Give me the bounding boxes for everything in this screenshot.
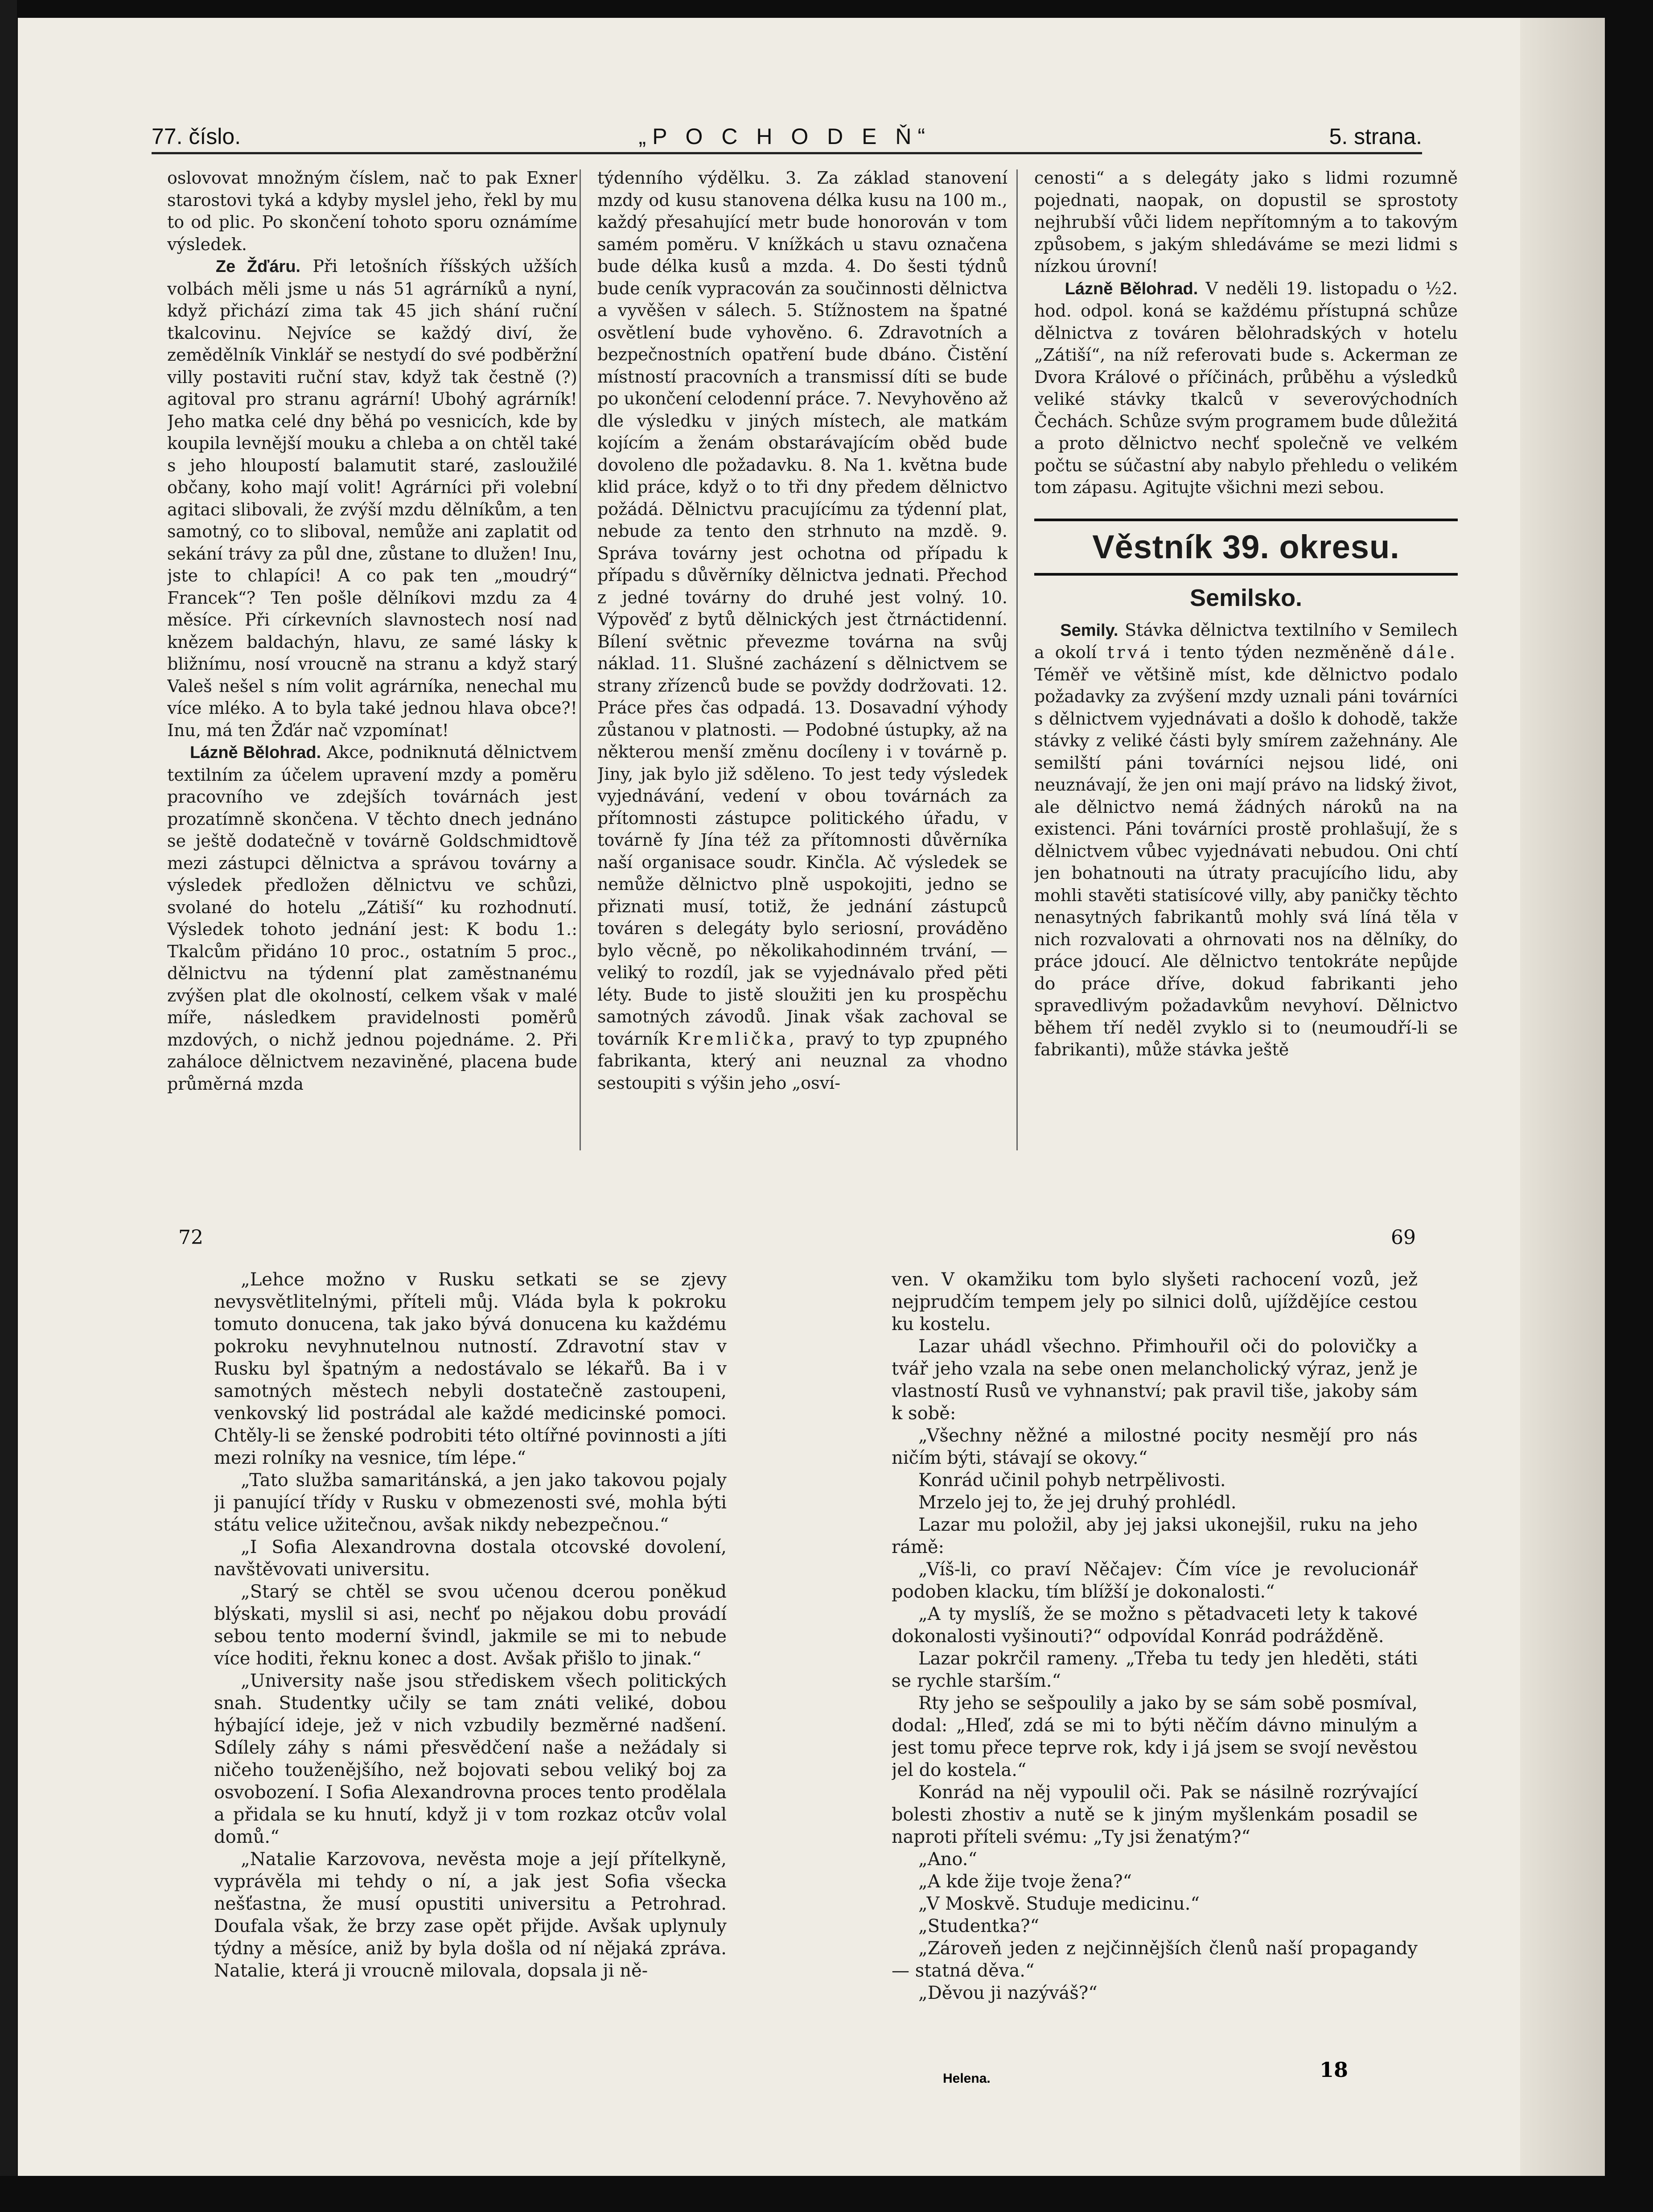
- article-paragraph: cenosti“ a s delegáty jako s lidmi rozumně pojednati, naopak, on dopustil se sprostoty nejhrubší vůči lidem nepřítomným a to takovým způsobem, s jakým shledáváme se mezi lidmi s nízkou úrovní!: [1034, 168, 1458, 276]
- column-divider: [580, 169, 581, 1150]
- article-paragraph: Ze Žďáru. Při letošních říšských užších volbách měli jsme u nás 51 agrárníků a nyní, když přichází zima tak 45 jich shání ruční tkalcovinu. Nejvíce se každý diví, že zemědělník Vinklář se nestydí do své podběržní villy postaviti ruční stav, když tak čestně (?) agitoval pro stranu agrární! Ubohý agrárník! Jeho matka celé dny běhá po vesnicích, kde by koupila levnější mouku a chleba a on chtěl také s jeho hloupostí balamutit staré, zasloužilé občany, koho mají volit! Agrárníci při volební agitaci slibovali, že zvýší mzdu dělníkům, a ten samotný, co to sliboval, nemůže ani zaplatit od sekání trávy za půl dne, zůstane to dlužen! Inu, jste to chlapíci! A co pak ten „moudrý“ Francek“? Ten pošle dělníkovi mzdu za 4 měsíce. Při církevních slavnostech nosí nad knězem baldachýn, hlavu, ze samé lásky k bližnímu, nosí vroucně na stranu a když starý Valeš nešel s ním volit agrárníka, nenechal mu více mléko. A to byla také jednou hlava obce?! Inu, má ten Žďár nač vzpomínat!: [167, 256, 577, 740]
- novel-paragraph: Lazar uhádl všechno. Přimhouřil oči do polovičky a tvář jeho vzala na sebe onen melancholický výraz, jenž je vlastností Rusů ve vyhnanství; pak pravil tiše, jakoby sám k sobě:: [892, 1336, 1418, 1424]
- article-lead: Lázně Bělohrad.: [190, 743, 321, 762]
- article-lead: Ze Žďáru.: [215, 257, 301, 276]
- novel-paragraph: Lazar pokrčil rameny. „Třeba tu tedy jen hleděti, státi se rychle starším.“: [892, 1648, 1418, 1691]
- novel-paragraph: „A ty myslíš, že se možno s pětadvaceti lety k takové dokonalosti vyšinouti?“ odpovídal Konrád podrážděně.: [892, 1604, 1418, 1647]
- spaced-name: Kremlička,: [677, 1029, 797, 1049]
- newspaper-page: [18, 18, 1605, 2176]
- page-header: [152, 109, 1422, 154]
- article-paragraph: Semily. Stávka dělnictva textilního v Semilech a okolí trvá i tento týden nezměněně dále. Téměř ve většině míst, kde dělnictvo podalo požadavky za zvýšení mzdy uznali páni továrníci s dělnictvem vyjednávati a došlo k dohodě, takže stávky z veliké části byly smírem zažehnány. Ale semilští páni továrníci nejsou lidé, oni neuznávají, že jen oni mají právo na lidský život, ale dělnictvo nemá žádných nároků na na existenci. Páni továrníci prostě prohlašují, že s dělnictvem vůbec vyjednávati nebudou. Oni chtí jen bohatnouti na útraty pracujícího lidu, aby mohli stavěti statisícové villy, aby paničky těchto nenasytných fabrikantů mohly svá líná těla v nich rozvalovati a ohrnovati nos na dělníky, do práce jdoucí. Ale dělnictvo tentokráte nepůjde do práce dříve, dokud fabrikanti jeho spravedlivým požadavkům nevyhoví. Dělnictvo během tří neděl zvyklo si to (neumoudří-li se fabrikanti), může stávka ještě: [1034, 620, 1458, 1059]
- novel-paragraph: Konrád učinil pohyb netrpělivosti.: [918, 1470, 1226, 1491]
- page-number: 5. strana.: [1329, 124, 1422, 149]
- newspaper-title: „P O C H O D E Ň“: [638, 124, 932, 149]
- novel-paragraph: Lazar mu položil, aby jej jaksi ukonejšil, ruku na jeho rámě:: [892, 1515, 1418, 1557]
- article-paragraph: oslovovat množným číslem, nač to pak Exner starostovi tyká a kdyby myslel jeho, řekl by mu to od plic. Po skončení tohoto sporu oznámíme výsledek.: [167, 168, 577, 254]
- novel-paragraph: „Lehce možno v Rusku setkati se se zjevy nevysvětlitelnými, příteli můj. Vláda byla k pokroku tomuto donucena, tak jako bývá donucena ku každému pokroku nevyhnutelnou nutností. Zdravotní stav v Rusku byl špatným a nedostávalo se lékařů. Ba i v samotných městech nebyli dostatečně zastoupeni, venkovský lid postrádal ale každé medicinské pomoci. Chtěly-li se ženské podrobiti této oltířné povinnosti a jíti mezi rolníky na vesnice, tím lépe.“: [214, 1269, 727, 1468]
- novel-page-number-left: 72: [178, 1226, 203, 1249]
- column-1: [167, 167, 577, 1157]
- novel-paragraph: Rty jeho se sešpoulily a jako by se sám sobě posmíval, dodal: „Hleď, zdá se mi to býti něčím dávno minulým a jest tomu přece teprve rok, kdy i já jsem se svojí nevěstou jel do kostela.“: [892, 1693, 1418, 1780]
- novel-paragraph: „Natalie Karzovova, nevěsta moje a její přítelkyně, vyprávěla mi tehdy o ní, a jak jest Sofia všecka nešťastna, že musí opustiti universitu a Petrohrad. Doufala však, že brzy zase opět přijde. Avšak uplynuly týdny a měsíce, aniž by byla došla od ní nějaká zpráva. Natalie, která ji vroucně milovala, dopsala ji ně-: [214, 1849, 727, 1981]
- novel-paragraph: „Víš-li, co praví Něčajev: Čím více je revolucionář podoben klacku, tím blížší je dokonalosti.“: [892, 1559, 1418, 1602]
- novel-paragraph: „I Sofia Alexandrovna dostala otcovské dovolení, navštěvovati universitu.: [214, 1537, 727, 1580]
- novel-paragraph: „Všechny něžné a milostné pocity nesmějí pro nás ničím býti, stávají se okovy.“: [892, 1425, 1418, 1468]
- novel-paragraph: „Zároveň jeden z nejčinnějších členů naší propagandy — statná děva.“: [892, 1938, 1418, 1981]
- novel-column-left: [214, 1269, 727, 2102]
- novel-page-number-right: 69: [1391, 1226, 1416, 1249]
- novel-paragraph: „University naše jsou střediskem všech politických snah. Studentky učily se tam znáti veliké, dobou hýbající ideje, jež v nich vzbudily bezměrné nadšení. Sdílely záhy s námi přesvědčení naše a nežádaly si ničeho touženějšího, než bojovati sebou veliký boj za osvobození. I Sofia Alexandrovna proces tento prodělala a přidala se ku hnutí, když ji v tom rozkaz otcův volal domů.“: [214, 1671, 727, 1847]
- article-paragraph: týdenního výdělku. 3. Za základ stanovení mzdy od kusu stanovena délka kusu na 100 m., každý přesahující metr bude honorován v tom samém poměru. V knížkách u stavu označena bude délka kusů a mzda. 4. Do šesti týdnů bude ceník vypracován za součinnosti dělnictva a vyvěšen v sálech. 5. Stížnostem na špatné osvětlení bude vyhověno. 6. Zdravotních a bezpečnostních opatření bude dbáno. Čistění místností pracovních a transmissí díti se bude po ukončení celodenní práce. 7. Nevyhověno až dle výsledku v jiných místech, ale matkám kojícím a ženám obstarávajícím oběd bude dovoleno dle požadavku. 8. Na 1. května bude klid práce, když o to tři dny předem dělnictvo požádá. Dělnictvu pracujícímu za týdenní plat, nebude za tento den strhnuto na mzdě. 9. Správa továrny jest ochotna od případu k případu s důvěrníky dělnictva jednati. Přechod z jedné továrny do druhé jest volný. 10. Výpověď z bytů dělnických jest čtrnáctidenní. Bílení světnic převezme továrna na svůj náklad. 11. Slušné zacházení s dělnictvem se strany zřízenců bude se povždy dodržovati. 12. Práce přes čas odpadá. 13. Dosavadní výhody zůstanou v platnosti. — Podobné ústupky, až na některou menší změnu docíleny i v továrně p. Jiny, jak bylo již sděleno. To jest tedy výsledek vyjednávání, vedení v obou továrnách za přítomnosti zástupce politického úřadu, v továrně fy Jína též za přítomnosti důvěrníka naší organisace soudr. Kinčla. Ač výsledek se nemůže dělnictvo plně uspokojiti, jedno se přiznati musí, totiž, že jednání zástupců továren s delegáty bylo seriosní, prováděno bylo věcně, po několikahodinném trvání, — veliký to rozdíl, jak se vyjednávalo před pěti léty. Bude to jistě sloužiti jen ku prospěchu samotných závodů. Jinak však zachoval se továrník Kremlička, pravý to typ zpupného fabrikanta, který ani neuznal za vhodno sestoupiti s výšin jeho „osví-: [597, 168, 1007, 1093]
- novel-paragraph: „V Moskvě. Studuje medicinu.“: [918, 1894, 1200, 1914]
- column-3: [1034, 167, 1458, 1157]
- novel-paragraph: Mrzelo jej to, že jej druhý prohlédl.: [918, 1492, 1237, 1513]
- novel-paragraph: Konrád na něj vypoulil oči. Pak se násilně rozrývající bolesti zhostiv a nutě se k jiným myšlenkám posadil se naproti příteli svému: „Ty jsi ženatým?“: [892, 1782, 1418, 1847]
- novel-paragraph: „Starý se chtěl se svou učenou dcerou poněkud blýskati, myslil si asi, nechť po nějakou dobu provádí sebou tento moderní švindl, jakmile se mi to nebude více hoditi, řeknu konec a dost. Avšak přišlo to jinak.“: [214, 1582, 727, 1669]
- page-binding-shadow: [1520, 18, 1605, 2176]
- article-lead: Semily.: [1060, 621, 1118, 640]
- novel-footer-title: Helena.: [943, 2071, 991, 2086]
- scan-edge: [0, 0, 17, 2176]
- article-lead: Lázně Bělohrad.: [1065, 279, 1198, 298]
- article-paragraph: Lázně Bělohrad. V neděli 19. listopadu o ½2. hod. odpol. koná se každému přístupná schůze dělnictva z továren bělohradských v hotelu „Zátiší“, na níž referovati bude s. Ackerman ze Dvora Králové o příčinách, průběhu a výsledků veliké stávky tkalců v severovýchodních Čechách. Schůze svým programem bude důležitá a proto dělnictvo nechť společně ve velkém počtu se súčastní aby nabylo přehledu o velikém tom zápasu. Agitujte všichni mezi sebou.: [1034, 278, 1458, 497]
- novel-column-right: [892, 1269, 1418, 2102]
- issue-number: 77. číslo.: [152, 124, 241, 149]
- section-banner: Věstník 39. okresu.: [1034, 519, 1458, 576]
- novel-paragraph: ven. V okamžiku tom bylo slyšeti rachocení vozů, jež nejprudčím tempem jely po silnici dolů, ujíždějíce cestou ku kostelu.: [892, 1269, 1418, 1335]
- column-2: [597, 167, 1007, 1157]
- novel-paragraph: „A kde žije tvoje žena?“: [918, 1871, 1132, 1892]
- novel-paragraph: „Tato služba samaritánská, a jen jako takovou pojaly ji panující třídy v Rusku v obmezenosti své, mohla býti státu velice užitečnou, avšak nikdy nebezpečnou.“: [214, 1470, 727, 1535]
- article-paragraph: Lázně Bělohrad. Akce, podniknutá dělnictvem textilním za účelem upravení mzdy a poměru pracovního ve zdejších továrnách jest prozatímně skončena. V těchto dnech jednáno se ještě dodatečně v továrně Goldschmidtově mezi zástupci dělnictva a správou továrny a výsledek předložen dělnictvu ve schůzi, svolané do hotelu „Zátiší“ ku rozhodnutí. Výsledek tohoto jednání jest: K bodu 1.: Tkalcům přidáno 10 proc., ostatním 5 proc., dělnictvu na týdenní plat zaměstnanému zvýšen plat dle okolností, celkem však v malé míře, následkem pravidelnosti poměrů mzdových, o nichž jednou pojednáme. 2. Při zaháloce dělnictvem nezaviněné, placena bude průměrná mzda: [167, 742, 577, 1094]
- column-divider: [1016, 169, 1018, 1150]
- novel-signature-number: 18: [1320, 2058, 1349, 2082]
- novel-paragraph: „Ano.“: [918, 1849, 977, 1870]
- section-subhead: Semilsko.: [1189, 584, 1303, 611]
- novel-paragraph: „Děvou ji nazýváš?“: [918, 1983, 1098, 2003]
- novel-paragraph: „Studentka?“: [918, 1916, 1040, 1936]
